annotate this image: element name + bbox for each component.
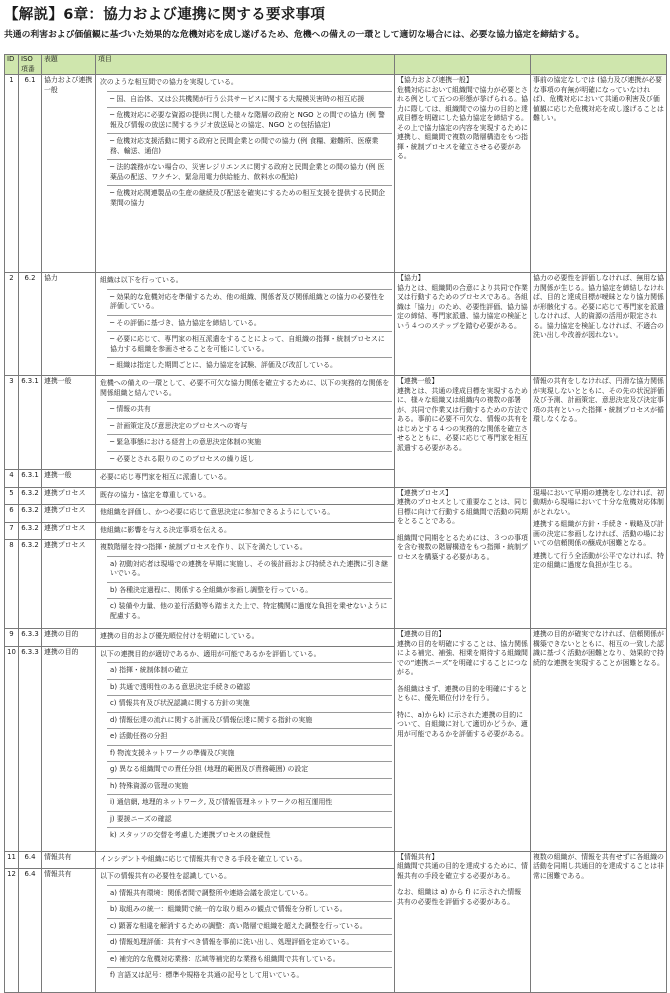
row-item	[96, 522, 395, 540]
item-lead: 組織は以下を行っている。	[100, 276, 183, 285]
item-lead: 危機への備えの一環として、必要不可欠な協力関係を確立するために、以下の実務的な関係を関係組織と結んでいる。	[100, 379, 390, 397]
row-name: 協力	[42, 273, 96, 376]
item-sub: j) 要援ニーズの確認	[107, 811, 392, 828]
row-iso: 6.2	[19, 273, 42, 376]
item-sub: a) 指揮・統制体制の確立	[107, 662, 392, 679]
item-sub: d) 情報処理評価：共有すべき情報を事前に洗い出し、処理評価を定めている。	[107, 934, 392, 951]
row-id: 2	[5, 273, 19, 376]
row-name: 連携の目的	[42, 629, 96, 647]
remark-cell: 複数の組織が、情報を共有せずに各組織の活動を同期し共通目的を達成することは非常に困難である。	[531, 851, 667, 993]
explanation-body: 連携の目的を明確にすることは、協力関係による補完、補強、相乗を期待する組織間での“連携ニーズ”を明確にすることにつながる。	[397, 639, 528, 677]
explanation-title: 【協力および連携一般】	[397, 76, 473, 85]
item-sub: b) 取組みの統一：組織間で統一的な取り組みの観点で情報を分析している。	[107, 901, 392, 918]
item-sub: i) 通信網, 地理的ネットワーク, 及び情報管理ネットワークの相互運用性	[107, 794, 392, 811]
row-item	[96, 851, 395, 869]
row-item	[96, 273, 395, 376]
item-lead: 必要に応じ専門家を相互に派遣している。	[100, 473, 231, 482]
row-iso: 6.3.1	[19, 376, 42, 470]
paragraph-gap	[397, 527, 528, 534]
row-iso: 6.3.2	[19, 540, 42, 629]
paragraph-gap	[397, 704, 528, 711]
row-iso: 6.3.2	[19, 505, 42, 523]
explanation-cell	[395, 487, 531, 629]
item-sub: ─ 国、自治体、又は公共機関が行う公共サービスに関する大規模災害時の相互応援	[107, 91, 392, 108]
row-id: 11	[5, 851, 19, 869]
table-row	[5, 487, 667, 505]
row-id: 3	[5, 376, 19, 470]
row-id: 12	[5, 869, 19, 993]
item-sub: ─ 緊急事態における経営上の意思決定体制の実施	[107, 434, 392, 451]
item-sub: ─ 危機対応関連製品の生産の継続及び配送を確実にするための相互支援を提供する民間企業間の協力	[107, 185, 392, 211]
item-sub: g) 異なる組織間での責任分担 (地理的範囲及び責務範囲) の設定	[107, 761, 392, 778]
paragraph-gap	[397, 678, 528, 685]
explanation-body: 連携とは、共通の達成目標を実現するために、様々な組織又は組織内の複数の部署が、共同で作業又は行動するための方法である。事前に必要不可欠な、情報の共有をはじめとする４つの実務的な関係を確立させるとともに、必要に応じて専門家を相互派遣する必要がある。	[397, 386, 528, 452]
row-id: 1	[5, 75, 19, 273]
explanation-title: 【連携プロセス】	[397, 488, 453, 497]
item-lead: 以下の連携目的が適切であるか、適用が可能であるかを評価している。	[100, 649, 321, 658]
item-lead: 他組織を評価し、かつ必要に応じて意思決定に参加できるようにしている。	[100, 508, 335, 517]
row-name: 連携一般	[42, 470, 96, 488]
item-lead: 既存の協力・協定を尊重している。	[100, 490, 211, 499]
remark-cell: 連携の目的が確実でなければ、信頼関係が構築できないとともに、相互の一致した認識に基づく活動が困難となり、効果的で持続的な連携を実現することが困難となる。	[531, 629, 667, 852]
item-sub: ─ 情報の共有	[107, 401, 392, 418]
item-sub: f) 言語又は記号：標準や規格を共通の記号として用いている。	[107, 967, 392, 984]
explanation-title: 【協力】	[397, 274, 425, 283]
item-sub: a) 初動対応者は現場での連携を早期に実施し、その後計画および持続された連携に引き継いでいる。	[107, 556, 392, 582]
remark-cell: 事前の協定なしでは (協力及び連携が必要な事項の有無が明確になっていなければ)、危機対応において共通の利害及び価値観に応じた危機対応を成し遂げることは難しい。	[531, 75, 667, 273]
remark-cell: 情報の共有をしなければ、円滑な協力関係が実現しないとともに、その先の状況評価及び予測、計画策定、意思決定及び決定事項の共有といった指揮・統制プロセスが循環しなくなる。	[531, 376, 667, 488]
header-iso: ISO項番	[19, 55, 42, 75]
header-name: 表題	[42, 55, 96, 75]
item-sub: ─ 危機対応支援活動に関する政府と民間企業との間での協力 (例 食糧、避難所、医療業務、輸送、通信)	[107, 133, 392, 159]
item-sub: c) 装備や力量、他の並行活動等も踏まえた上で、特定機関に過度な負担を乗せないように配慮する。	[107, 598, 392, 624]
header-remark	[531, 55, 667, 75]
item-sub: f) 物流支援ネットワークの準備及び実施	[107, 745, 392, 762]
row-item	[96, 505, 395, 523]
row-iso: 6.1	[19, 75, 42, 273]
explanation-body: 組織間で共通の目的を達成するために、情報共有の手段を確立する必要がある。	[397, 862, 528, 880]
item-sub: ─ 効果的な危機対応を準備するため、他の組織、関係者及び関係組織との協力の必要性を評価している。	[107, 289, 392, 315]
row-id: 5	[5, 487, 19, 505]
explanation-title: 【連携の目的】	[397, 630, 446, 639]
table-row	[5, 629, 667, 647]
requirements-table	[4, 54, 667, 993]
item-sub: ─ 計画策定及び意思決定のプロセスへの寄与	[107, 418, 392, 435]
item-sub: e) 補完的な危機対応業務：広域等補完的な業務も組織間で共有している。	[107, 951, 392, 968]
explanation-cell	[395, 629, 531, 852]
item-sub: b) 各種決定過程に、関係する全組織が参画し調整を行っている。	[107, 582, 392, 599]
row-iso: 6.3.1	[19, 470, 42, 488]
row-name: 連携プロセス	[42, 505, 96, 523]
explanation-cell	[395, 273, 531, 376]
item-sub: c) 顕著な相違を解消するための調整：高い階層で組織を超えた調整を行っている。	[107, 918, 392, 935]
row-item	[96, 376, 395, 470]
remark-cell: 協力の必要性を評価しなければ、無用な協力関係が生じる。協力協定を締結しなければ、目的と達成目標が曖昧となり協力関係が形骸化する。必要に応じて専門家を派遣しなければ、人的資源の活用が限定される。協力協定を検証しなければ、不適合の洗い出しや改善が図れない。	[531, 273, 667, 376]
row-name: 連携の目的	[42, 646, 96, 851]
explanation-cell	[395, 851, 531, 993]
item-sub: d) 情報伝達の流れに関する計画及び情報伝達に関する指針の実施	[107, 712, 392, 729]
row-item	[96, 470, 395, 488]
item-sub: e) 活動任務の分担	[107, 728, 392, 745]
explanation-body: 各組織はまず、連携の目的を明確にするとともに、優先順位付けを行う。	[397, 684, 528, 703]
explanation-cell	[395, 75, 531, 273]
row-iso: 6.4	[19, 869, 42, 993]
item-sub: ─ 組織は指定した期間ごとに、協力協定を試験、評価及び改訂している。	[107, 357, 392, 374]
row-iso: 6.3.2	[19, 487, 42, 505]
row-id: 10	[5, 646, 19, 851]
remark-text: 現場において早期の連携をしなければ、初動期から現場において十分な危機対応体制がとれない。	[533, 488, 664, 516]
explanation-body: 危機対応において組織間で協力が必要とされる例として五つの形態が挙げられる。協力に際しては、組織間での協力の目的と達成目標を明確にした協力協定を締結する。その上で協力協定の内容を実現するために連携し、組織間で複数の階層構造をもつ指揮・統制プロセスを確立させる必要がある。	[397, 85, 528, 161]
item-sub: h) 特殊資源の管理の実施	[107, 778, 392, 795]
table-row	[5, 851, 667, 869]
item-lead: 次のような相互間での協力を実現している。	[100, 78, 238, 87]
explanation-cell	[395, 376, 531, 488]
item-lead: 連携の目的および優先順位付けを明確にしている。	[100, 632, 259, 641]
row-item	[96, 540, 395, 629]
explanation-title: 【連携一般】	[397, 377, 439, 386]
item-sub: a) 情報共有環境：関係者間で調整所や連絡会議を設定している。	[107, 885, 392, 902]
row-id: 4	[5, 470, 19, 488]
remark-cell	[531, 487, 667, 629]
row-name: 連携一般	[42, 376, 96, 470]
row-name: 情報共有	[42, 869, 96, 993]
item-lead: 複数階層を持つ指揮・統制プロセスを作り、以下を満たしている。	[100, 543, 307, 552]
row-iso: 6.4	[19, 851, 42, 869]
row-iso: 6.3.3	[19, 646, 42, 851]
remark-text: 連携して行う全活動が公平でなければ、特定の組織に過度な負担が生じる。	[533, 551, 664, 570]
item-sub: ─ 法的義務がない場合の、災害レジリエンスに関する政府と民間企業との間の協力 (例 医薬品の配送、ワクチン、緊急用電力供給能力、飲料水の配給)	[107, 159, 392, 185]
table-header-row	[5, 55, 667, 75]
row-name: 連携プロセス	[42, 540, 96, 629]
explanation-body: 協力とは、組織間の合意により共同で作業又は行動するためのプロセスである。各組織は「協力」のため、必要性評価、協力協定の締結、専門家派遣、協力協定の検証という４つのステップを踏む必要がある。	[397, 283, 528, 330]
explanation-body: 連携のプロセスとして重要なことは、同じ目標に向けて行動する組織間で活動の同期をとることである。	[397, 498, 528, 526]
row-id: 7	[5, 522, 19, 540]
explanation-body: なお、組織は a) から f) に示された情報共有の必要性を評価する必要がある。	[397, 888, 522, 906]
row-id: 6	[5, 505, 19, 523]
row-iso: 6.3.2	[19, 522, 42, 540]
item-sub: ─ 危機対応に必要な資源の提供に関した様々な階層の政府と NGO との間での協力 (例 警報及び情報の放送に関するラジオ放送局との協定、NGO との包括協定)	[107, 107, 392, 133]
table-row	[5, 376, 667, 470]
item-sub: k) スタッフの交替を考慮した連携プロセスの継続性	[107, 827, 392, 844]
row-item	[96, 629, 395, 647]
row-id: 8	[5, 540, 19, 629]
table-row	[5, 273, 667, 376]
header-id: ID	[5, 55, 19, 75]
row-item	[96, 869, 395, 993]
explanation-body: 組織間で同期をとるためには、３つの事項を含む複数の階層構造をもつ指揮・統制プロセスを構築する必要がある。	[397, 533, 528, 561]
item-lead: インシデントや組織に応じて情報共有できる手段を確立している。	[100, 854, 307, 863]
row-name: 情報共有	[42, 851, 96, 869]
item-sub: ─ 必要とされる限りのこのプロセスの繰り返し	[107, 451, 392, 468]
row-item	[96, 646, 395, 851]
item-sub: ─ その評価に基づき、協力協定を締結している。	[107, 315, 392, 332]
row-name: 協力および連携一般	[42, 75, 96, 273]
table-row	[5, 75, 667, 273]
page-title: 【解説】6章：協力および連携に関する要求事項	[4, 7, 326, 23]
row-item	[96, 75, 395, 273]
item-sub: c) 情報共有及び状況認識に関する方針の実施	[107, 695, 392, 712]
row-name: 連携プロセス	[42, 487, 96, 505]
header-explanation	[395, 55, 531, 75]
remark-text: 連携する組織が方針・手続き・戦略及び計画の決定に参画しなければ、活動の場においての信頼関係の醸成が困難となる。	[533, 520, 664, 548]
item-lead: 以下の情報共有の必要性を認識している。	[100, 872, 231, 881]
page-subtitle: 共通の利害および価値観に基づいた効果的な危機対応を成し遂げるため、危機への備えの一環として適切な場合には、必要な協力協定を締結する。	[4, 30, 585, 40]
row-iso: 6.3.3	[19, 629, 42, 647]
row-name: 連携プロセス	[42, 522, 96, 540]
item-sub: b) 共通で透明性のある意思決定手続きの確認	[107, 679, 392, 696]
header-item: 項目	[96, 55, 395, 75]
item-sub: ─ 必要に応じて、専門家の相互派遣をすることによって、自組織の指揮・統制プロセスに協力する組織を参画させることを可能にしている。	[107, 331, 392, 357]
explanation-body: 特に、a)からk) に示された連携の目的について、自組織に対して適切かどうか、適用が可能であるかを評価する必要がある。	[397, 710, 528, 738]
row-item	[96, 487, 395, 505]
item-lead: 他組織に影響を与える決定事項を伝える。	[100, 525, 231, 534]
row-id: 9	[5, 629, 19, 647]
explanation-title: 【情報共有】	[397, 852, 439, 861]
